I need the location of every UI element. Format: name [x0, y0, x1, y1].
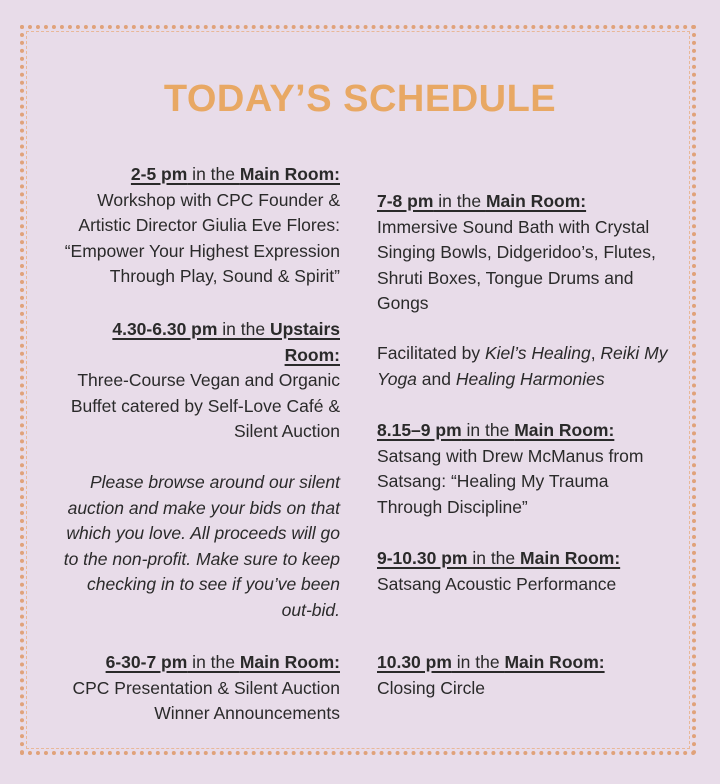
item-line: Immersive Sound Bath with Crystal: [377, 216, 650, 237]
item-line: Closing Circle: [377, 677, 485, 698]
item-line: Satsang with Drew McManus from: [377, 445, 644, 466]
schedule-heading: 9-10.30 pm in the Main Room:: [377, 548, 621, 568]
note-line: which you love. All proceeds will go: [66, 523, 340, 543]
item-line: Winner Announcements: [154, 703, 340, 723]
item-line: “Empower Your Highest Expression: [64, 240, 340, 261]
schedule-heading: 8.15–9 pm in the Main Room:: [377, 420, 615, 440]
page-title: TODAY’S SCHEDULE: [163, 78, 557, 120]
schedule-item-closing: [377, 650, 707, 701]
item-line: Silent Auction: [233, 421, 340, 441]
item-line: Buffet catered by Self-Love Café &: [70, 395, 340, 416]
schedule-heading: 10.30 pm in the Main Room:: [377, 652, 605, 672]
schedule-heading: 7-8 pm in the Main Room:: [377, 191, 587, 211]
item-line: Artistic Director Giulia Eve Flores:: [78, 215, 340, 235]
note-line: checking in to see if you’ve been: [87, 574, 340, 594]
item-line: Workshop with CPC Founder &: [97, 189, 340, 210]
facilitators-note: Facilitated by Kiel’s Healing, Reiki My Yoga and Healing Harmonies: [377, 343, 668, 389]
note-line: to the non-profit. Make sure to keep: [63, 548, 340, 569]
schedule-item-buffet: [20, 317, 340, 445]
item-line: Gongs: [377, 293, 429, 313]
note-line: out-bid.: [281, 599, 340, 620]
note-line: Please browse around our silent: [89, 472, 340, 492]
item-line: Satsang: “Healing My Trauma: [377, 471, 609, 491]
item-line: Satsang Acoustic Performance: [377, 573, 617, 594]
schedule-heading: 2-5 pm in the Main Room:: [130, 164, 340, 184]
item-line: Singing Bowls, Didgeridoo’s, Flutes,: [377, 242, 656, 262]
schedule-item-acoustic: [377, 546, 707, 597]
auction-note: [20, 470, 340, 623]
schedule-item-presentation: [20, 650, 340, 727]
item-line: Through Play, Sound & Spirit”: [109, 266, 340, 286]
schedule-item-sound-bath: [377, 189, 707, 317]
item-line: Three-Course Vegan and Organic: [77, 370, 340, 390]
note-line: auction and make your bids on that: [67, 497, 340, 518]
item-line: CPC Presentation & Silent Auction: [72, 677, 340, 698]
schedule-heading: 6-30-7 pm in the Main Room:: [105, 652, 340, 672]
schedule-heading-cont: Room:: [284, 344, 340, 365]
item-line: Through Discipline”: [377, 496, 528, 517]
schedule-item-workshop: [20, 162, 340, 290]
schedule-item-satsang-talk: [377, 418, 707, 520]
schedule-heading: 4.30-6.30 pm in the Upstairs: [112, 319, 340, 339]
item-line: Shruti Boxes, Tongue Drums and: [377, 267, 634, 288]
